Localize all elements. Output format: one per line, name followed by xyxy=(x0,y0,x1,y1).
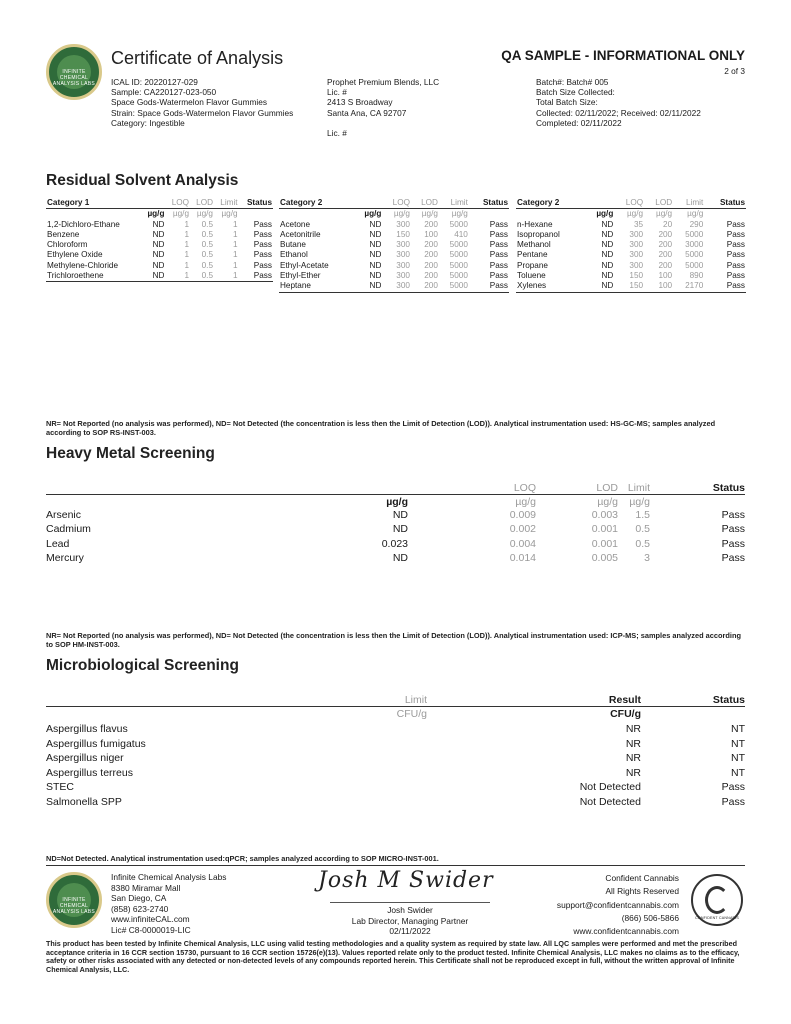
organism-result: NR xyxy=(625,766,641,779)
analyte-loq: 300 xyxy=(629,260,644,270)
analyte-status: Pass xyxy=(489,260,508,270)
status-header: Status xyxy=(704,198,746,209)
footer-lab-logo-text: INFINITE CHEMICAL ANALYSIS LABS xyxy=(52,897,96,915)
lod-unit: µg/g xyxy=(196,209,213,219)
analyte-limit: 5000 xyxy=(449,260,468,270)
table-row xyxy=(516,240,746,250)
analyte-loq: 1 xyxy=(184,260,190,270)
result-unit: µg/g xyxy=(147,209,165,219)
footer-lab-logo xyxy=(46,872,102,928)
unit-spacer xyxy=(46,209,141,220)
table-row xyxy=(46,240,273,250)
lab-logo xyxy=(46,44,102,100)
metal-status: Pass xyxy=(721,551,745,564)
analyte-result: ND xyxy=(152,240,165,250)
organism-status: NT xyxy=(731,737,745,750)
status-unit xyxy=(239,209,273,220)
client-info-line: Lic. # xyxy=(327,128,347,139)
metal-name: Cadmium xyxy=(46,523,91,536)
limit-unit: µg/g xyxy=(221,209,238,219)
analyte-name: Methylene-Chloride xyxy=(47,260,118,270)
analyte-lod: 0.5 xyxy=(201,260,213,270)
loq-unit: µg/g xyxy=(515,496,536,508)
analyte-lod: 0.5 xyxy=(201,250,213,260)
analyte-result: ND xyxy=(152,250,165,260)
sample-info xyxy=(111,77,293,128)
analyte-loq: 300 xyxy=(396,250,410,260)
category-header: Category 2 xyxy=(279,198,354,209)
analyte-loq: 300 xyxy=(396,271,410,281)
analyte-limit: 410 xyxy=(454,229,468,239)
analyte-loq: 1 xyxy=(165,271,190,282)
footer-divider xyxy=(46,865,745,866)
analyte-name: Isopropanol xyxy=(517,229,560,239)
analyte-name: Chloroform xyxy=(47,240,88,250)
analyte-lod: 100 xyxy=(644,281,673,292)
table-row xyxy=(279,230,509,240)
analyte-name: Trichloroethene xyxy=(46,271,141,282)
analyte-name: Heptane xyxy=(279,281,354,292)
signature: Josh M Swider xyxy=(318,868,494,893)
metal-lod: 0.001 xyxy=(591,523,618,536)
analyte-result: ND xyxy=(369,219,382,229)
analyte-status: Pass xyxy=(726,271,745,281)
analyte-result: ND xyxy=(585,281,614,292)
analyte-result: ND xyxy=(369,260,382,270)
table-row xyxy=(279,261,509,271)
analyte-loq: 1 xyxy=(184,250,190,260)
analyte-loq: 150 xyxy=(614,281,644,292)
table-row xyxy=(516,261,746,271)
analyte-loq: 150 xyxy=(396,229,410,239)
micro-note: ND=Not Detected. Analytical instrumentation used:qPCR; samples analyzed according to SOP MICRO-INST-001. xyxy=(46,854,439,863)
client-info-line: 2413 S Broadway xyxy=(327,97,393,108)
analyte-loq: 300 xyxy=(629,229,644,239)
analyte-loq: 300 xyxy=(629,240,644,250)
organism-name: Aspergillus niger xyxy=(46,752,124,765)
analyte-lod: 200 xyxy=(658,250,673,260)
lod-header: LOD xyxy=(644,198,673,209)
lod-header: LOD xyxy=(411,198,439,209)
result-unit: CFU/g xyxy=(610,708,641,720)
analyte-limit: 5000 xyxy=(449,271,468,281)
status-header: Status xyxy=(712,482,745,494)
client-info-line: Lic. # xyxy=(327,87,347,98)
lab-contact-line: (858) 623-2740 xyxy=(111,903,169,914)
lab-contact-line: Lic# C8-0000019-LIC xyxy=(111,924,191,935)
residual-solvent-note: NR= Not Reported (no analysis was performed), ND= Not Detected (the concentration is less then the Limit of Detection (LOD)). Analytical instrumentation used: HS-GC-MS; samples analyzed according to SOP RS-INST-003. xyxy=(46,419,716,437)
client-info-line xyxy=(327,118,439,128)
analyte-result: ND xyxy=(601,260,614,270)
confident-contact-line: support@confidentcannabis.com xyxy=(556,899,679,910)
page-title: Certificate of Analysis xyxy=(111,48,284,68)
analyte-lod: 200 xyxy=(424,271,438,281)
analyte-result: ND xyxy=(601,219,614,229)
analyte-status: Pass xyxy=(704,281,746,292)
limit-header: Limit xyxy=(627,482,650,494)
client-info-line: Prophet Premium Blends, LLC xyxy=(327,77,440,87)
metal-loq: 0.009 xyxy=(509,509,536,521)
analyte-loq: 300 xyxy=(629,250,644,260)
analyte-limit: 1 xyxy=(233,260,238,270)
table-row xyxy=(516,281,746,292)
metal-limit: 0.5 xyxy=(635,523,650,536)
table-row xyxy=(46,230,273,240)
analyte-limit: 3000 xyxy=(685,240,704,250)
lab-contact-line: www.infiniteCAL.com xyxy=(111,914,190,925)
metal-lod: 0.005 xyxy=(591,551,618,564)
loq-header: LOQ xyxy=(614,198,644,209)
analyte-name: Pentane xyxy=(517,250,548,260)
client-info-line: Santa Ana, CA 92707 xyxy=(327,107,407,118)
signer-line: Josh Swider xyxy=(387,905,433,915)
analyte-loq: 1 xyxy=(184,229,190,239)
heavy-metal-title: Heavy Metal Screening xyxy=(46,445,215,462)
disclaimer: This product has been tested by Infinite Chemical Analysis, LLC using valid testing methodologies and a quality system as required by state law. All LQC samples were performed and met the prescribed acceptance criteria in 16 CCR section 15730, pursuant to 16 CCR section 15726(e)(13). Values reported relate only to the product tested. Infinite Chemical Analysis, LLC makes no claims as to the efficacy, safety or other risks associated with any detected or non-detected levels of any compounds reported herein. This Certificate shall not be reproduced except in full, without the written approval of Infinite Chemical Analysis, LLC. xyxy=(46,939,740,974)
organism-name: Aspergillus fumigatus xyxy=(46,737,146,750)
analyte-limit: 890 xyxy=(689,271,704,281)
table-row xyxy=(279,220,509,230)
confident-contact-line: www.confidentcannabis.com xyxy=(573,926,679,937)
analyte-limit: 5000 xyxy=(449,240,468,250)
lod-unit: µg/g xyxy=(597,496,618,508)
analyte-name: Toluene xyxy=(517,271,546,281)
analyte-status: Pass xyxy=(489,240,508,250)
analyte-status: Pass xyxy=(253,250,272,260)
batch-info xyxy=(536,77,701,128)
analyte-result: ND xyxy=(152,219,165,229)
limit-unit: µg/g xyxy=(687,209,704,219)
batch-info-line: Batch#: Batch# 005 xyxy=(536,77,609,87)
residual-table-1 xyxy=(46,198,273,282)
analyte-name: Acetonitrile xyxy=(280,229,321,239)
analyte-result: ND xyxy=(369,271,382,281)
residual-table-2 xyxy=(279,198,509,293)
organism-status: NT xyxy=(731,723,745,735)
table-row xyxy=(46,271,273,282)
lod-unit: µg/g xyxy=(656,209,673,219)
loq-unit: µg/g xyxy=(172,209,190,219)
loq-unit: µg/g xyxy=(626,209,644,219)
analyte-loq: 150 xyxy=(629,271,644,281)
analyte-result: ND xyxy=(369,250,382,260)
status-unit xyxy=(704,209,746,220)
table-row xyxy=(46,250,273,260)
analyte-status: Pass xyxy=(489,250,508,260)
signer-info xyxy=(310,905,510,937)
analyte-status: Pass xyxy=(253,229,272,239)
sample-info-line: Category: Ingestible xyxy=(111,117,185,128)
result-unit: µg/g xyxy=(364,209,382,219)
metal-status: Pass xyxy=(721,509,745,521)
analyte-status: Pass xyxy=(489,219,508,229)
analyte-name: Propane xyxy=(517,260,548,270)
stamp-label: CONFIDENT CANNABIS xyxy=(695,916,739,920)
analyte-name: 1,2-Dichloro-Ethane xyxy=(47,219,120,229)
table-row xyxy=(279,240,509,250)
metal-result: 0.023 xyxy=(381,537,408,550)
loq-unit: µg/g xyxy=(393,209,410,219)
limit-header: Limit xyxy=(404,694,427,706)
status-header: Status xyxy=(712,694,745,706)
analyte-lod: 100 xyxy=(424,229,438,239)
analyte-name: Methanol xyxy=(517,240,551,250)
organism-result: NR xyxy=(625,737,641,750)
analyte-lod: 0.5 xyxy=(201,219,213,229)
confident-cannabis-stamp xyxy=(691,874,743,926)
analyte-lod: 200 xyxy=(658,260,673,270)
analyte-lod: 100 xyxy=(658,271,673,281)
metal-loq: 0.014 xyxy=(509,551,536,564)
limit-unit: µg/g xyxy=(451,209,468,219)
analyte-loq: 300 xyxy=(382,281,411,292)
analyte-result: ND xyxy=(369,229,382,239)
analyte-status: Pass xyxy=(726,260,745,270)
lod-unit: µg/g xyxy=(421,209,438,219)
analyte-lod: 200 xyxy=(424,260,438,270)
analyte-status: Pass xyxy=(726,229,745,239)
page-number: 2 of 3 xyxy=(724,66,745,76)
micro-table xyxy=(46,693,745,813)
analyte-lod: 0.5 xyxy=(201,229,213,239)
status-unit xyxy=(469,209,509,220)
table-row xyxy=(279,281,509,292)
status-header: Status xyxy=(239,198,273,209)
organism-status: NT xyxy=(731,766,745,779)
analyte-name: Butane xyxy=(280,240,306,250)
limit-unit: µg/g xyxy=(629,496,650,508)
batch-info-line: Batch Size Collected: xyxy=(536,87,615,98)
organism-result: NR xyxy=(625,723,641,735)
table-row xyxy=(46,261,273,271)
analyte-result: ND xyxy=(601,250,614,260)
status-header: Status xyxy=(469,198,509,209)
analyte-limit: 1 xyxy=(214,271,239,282)
metal-limit: 3 xyxy=(644,551,650,564)
lod-header: LOD xyxy=(190,198,214,209)
analyte-result: ND xyxy=(141,271,165,282)
qa-banner: QA SAMPLE - INFORMATIONAL ONLY xyxy=(501,48,745,63)
analyte-status: Pass xyxy=(253,219,272,229)
analyte-status: Pass xyxy=(489,229,508,239)
metal-name: Arsenic xyxy=(46,509,82,521)
metal-lod: 0.001 xyxy=(591,537,618,550)
heavy-metal-table xyxy=(46,481,745,571)
result-unit: µg/g xyxy=(386,496,408,508)
metal-result: ND xyxy=(392,551,408,564)
metal-lod: 0.003 xyxy=(591,509,618,521)
result-header xyxy=(354,198,382,209)
analyte-lod: 200 xyxy=(424,240,438,250)
analyte-name: Ethylene Oxide xyxy=(47,250,103,260)
analyte-status: Pass xyxy=(726,240,745,250)
micro-title: Microbiological Screening xyxy=(46,657,239,674)
analyte-status: Pass xyxy=(489,271,508,281)
organism-name: Aspergillus terreus xyxy=(46,766,133,779)
metal-result: ND xyxy=(392,523,408,536)
analyte-result: ND xyxy=(601,240,614,250)
lab-logo-text: INFINITE CHEMICAL ANALYSIS LABS xyxy=(52,69,96,87)
batch-info-line: Completed: 02/11/2022 xyxy=(536,117,622,128)
metal-status: Pass xyxy=(721,537,745,550)
organism-result: Not Detected xyxy=(579,781,641,794)
analyte-lod: 0.5 xyxy=(201,240,213,250)
metal-limit: 1.5 xyxy=(635,509,650,521)
organism-status: NT xyxy=(731,752,745,765)
loq-header: LOQ xyxy=(513,482,536,494)
table-row xyxy=(46,220,273,230)
analyte-loq: 300 xyxy=(396,260,410,270)
analyte-lod: 200 xyxy=(424,219,438,229)
analyte-limit: 5000 xyxy=(449,250,468,260)
analyte-status: Pass xyxy=(726,219,745,229)
metal-name: Mercury xyxy=(46,551,84,564)
confident-contact-line: All Rights Reserved xyxy=(605,886,679,897)
category-header: Category 2 xyxy=(516,198,585,209)
analyte-lod: 200 xyxy=(658,229,673,239)
metal-status: Pass xyxy=(721,523,745,536)
lab-contact-line: 8380 Miramar Mall xyxy=(111,882,181,893)
table-row xyxy=(279,250,509,260)
limit-header: Limit xyxy=(673,198,704,209)
analyte-loq: 300 xyxy=(396,240,410,250)
analyte-limit: 2170 xyxy=(673,281,704,292)
limit-unit: CFU/g xyxy=(396,708,427,720)
analyte-result: ND xyxy=(369,240,382,250)
sample-info-line: Sample: CA220127-023-050 xyxy=(111,87,217,98)
analyte-limit: 1 xyxy=(233,219,238,229)
analyte-limit: 1 xyxy=(233,250,238,260)
analyte-name: Ethyl-Ether xyxy=(280,271,321,281)
analyte-limit: 5000 xyxy=(685,250,704,260)
sample-info-line: Space Gods-Watermelon Flavor Gummies xyxy=(111,97,267,108)
table-row xyxy=(516,271,746,281)
table-row xyxy=(516,220,746,230)
signature-line xyxy=(330,902,490,903)
loq-header: LOQ xyxy=(165,198,190,209)
organism-name: Aspergillus flavus xyxy=(46,723,128,735)
confident-contact-line: Confident Cannabis xyxy=(605,873,679,883)
analyte-limit: 5000 xyxy=(685,229,704,239)
sample-info-line: Strain: Space Gods-Watermelon Flavor Gummies xyxy=(111,107,294,118)
lab-contact-line: San Diego, CA xyxy=(111,893,167,904)
analyte-limit: 1 xyxy=(233,240,238,250)
signer-line: Lab Director, Managing Partner xyxy=(351,915,469,926)
analyte-result: ND xyxy=(354,281,382,292)
analyte-limit: 5000 xyxy=(449,219,468,229)
analyte-name: n-Hexane xyxy=(517,219,553,229)
confident-contact-line: (866) 506-5866 xyxy=(621,912,679,923)
lab-contact xyxy=(111,872,226,936)
lab-contact-line: Infinite Chemical Analysis Labs xyxy=(111,872,227,882)
analyte-loq: 1 xyxy=(184,219,190,229)
confident-cannabis-contact xyxy=(557,872,679,938)
metal-name: Lead xyxy=(46,537,70,550)
batch-info-line: Total Batch Size: xyxy=(536,97,598,108)
lod-header: LOD xyxy=(596,482,618,494)
result-header xyxy=(141,198,165,209)
table-row xyxy=(516,230,746,240)
result-header xyxy=(585,198,614,209)
signer-line: 02/11/2022 xyxy=(389,926,431,937)
limit-header: Limit xyxy=(439,198,469,209)
analyte-name: Ethanol xyxy=(280,250,308,260)
analyte-status: Pass xyxy=(726,250,745,260)
analyte-loq: 35 xyxy=(633,219,644,229)
heavy-metal-note: NR= Not Reported (no analysis was performed), ND= Not Detected (the concentration is less then the Limit of Detection (LOD)). Analytical instrumentation used: ICP-MS; samples analyzed according to SOP HM-INST-003. xyxy=(46,631,741,649)
loq-header: LOQ xyxy=(382,198,411,209)
analyte-limit: 1 xyxy=(233,229,238,239)
residual-solvent-tables xyxy=(46,198,745,298)
metal-loq: 0.004 xyxy=(509,537,536,550)
unit-spacer xyxy=(516,209,585,220)
client-info xyxy=(327,77,439,138)
organism-name: Salmonella SPP xyxy=(46,796,122,808)
analyte-lod: 20 xyxy=(663,219,673,229)
analyte-lod: 200 xyxy=(411,281,439,292)
analyte-status: Pass xyxy=(469,281,509,292)
result-unit: µg/g xyxy=(596,209,614,219)
analyte-limit: 5000 xyxy=(439,281,469,292)
metal-loq: 0.002 xyxy=(509,523,536,536)
organism-result: NR xyxy=(625,752,641,765)
organism-status: Pass xyxy=(721,796,745,808)
sample-info-line: ICAL ID: 20220127-029 xyxy=(111,77,198,87)
analyte-result: ND xyxy=(152,260,165,270)
analyte-result: ND xyxy=(601,229,614,239)
analyte-lod: 200 xyxy=(424,250,438,260)
analyte-limit: 290 xyxy=(689,219,704,229)
residual-solvent-title: Residual Solvent Analysis xyxy=(46,172,239,189)
unit-spacer xyxy=(279,209,354,220)
analyte-name: Xylenes xyxy=(516,281,585,292)
analyte-status: Pass xyxy=(239,271,273,282)
analyte-status: Pass xyxy=(253,240,272,250)
residual-table-3 xyxy=(516,198,746,293)
analyte-loq: 300 xyxy=(396,219,410,229)
table-row xyxy=(279,271,509,281)
table-row xyxy=(516,250,746,260)
analyte-status: Pass xyxy=(253,260,272,270)
analyte-name: Ethyl-Acetate xyxy=(280,260,329,270)
organism-name: STEC xyxy=(46,781,75,794)
analyte-lod: 0.5 xyxy=(190,271,214,282)
analyte-lod: 200 xyxy=(658,240,673,250)
result-header: Result xyxy=(608,694,641,706)
batch-info-line: Collected: 02/11/2022; Received: 02/11/2022 xyxy=(536,107,701,118)
category-header: Category 1 xyxy=(46,198,141,209)
analyte-result: ND xyxy=(601,271,614,281)
limit-header: Limit xyxy=(214,198,239,209)
analyte-loq: 1 xyxy=(184,240,190,250)
analyte-name: Acetone xyxy=(280,219,311,229)
analyte-limit: 5000 xyxy=(685,260,704,270)
metal-limit: 0.5 xyxy=(635,537,650,550)
analyte-name: Benzene xyxy=(47,229,80,239)
organism-status: Pass xyxy=(721,781,745,794)
analyte-result: ND xyxy=(152,229,165,239)
organism-result: Not Detected xyxy=(579,796,641,808)
metal-result: ND xyxy=(392,509,408,521)
